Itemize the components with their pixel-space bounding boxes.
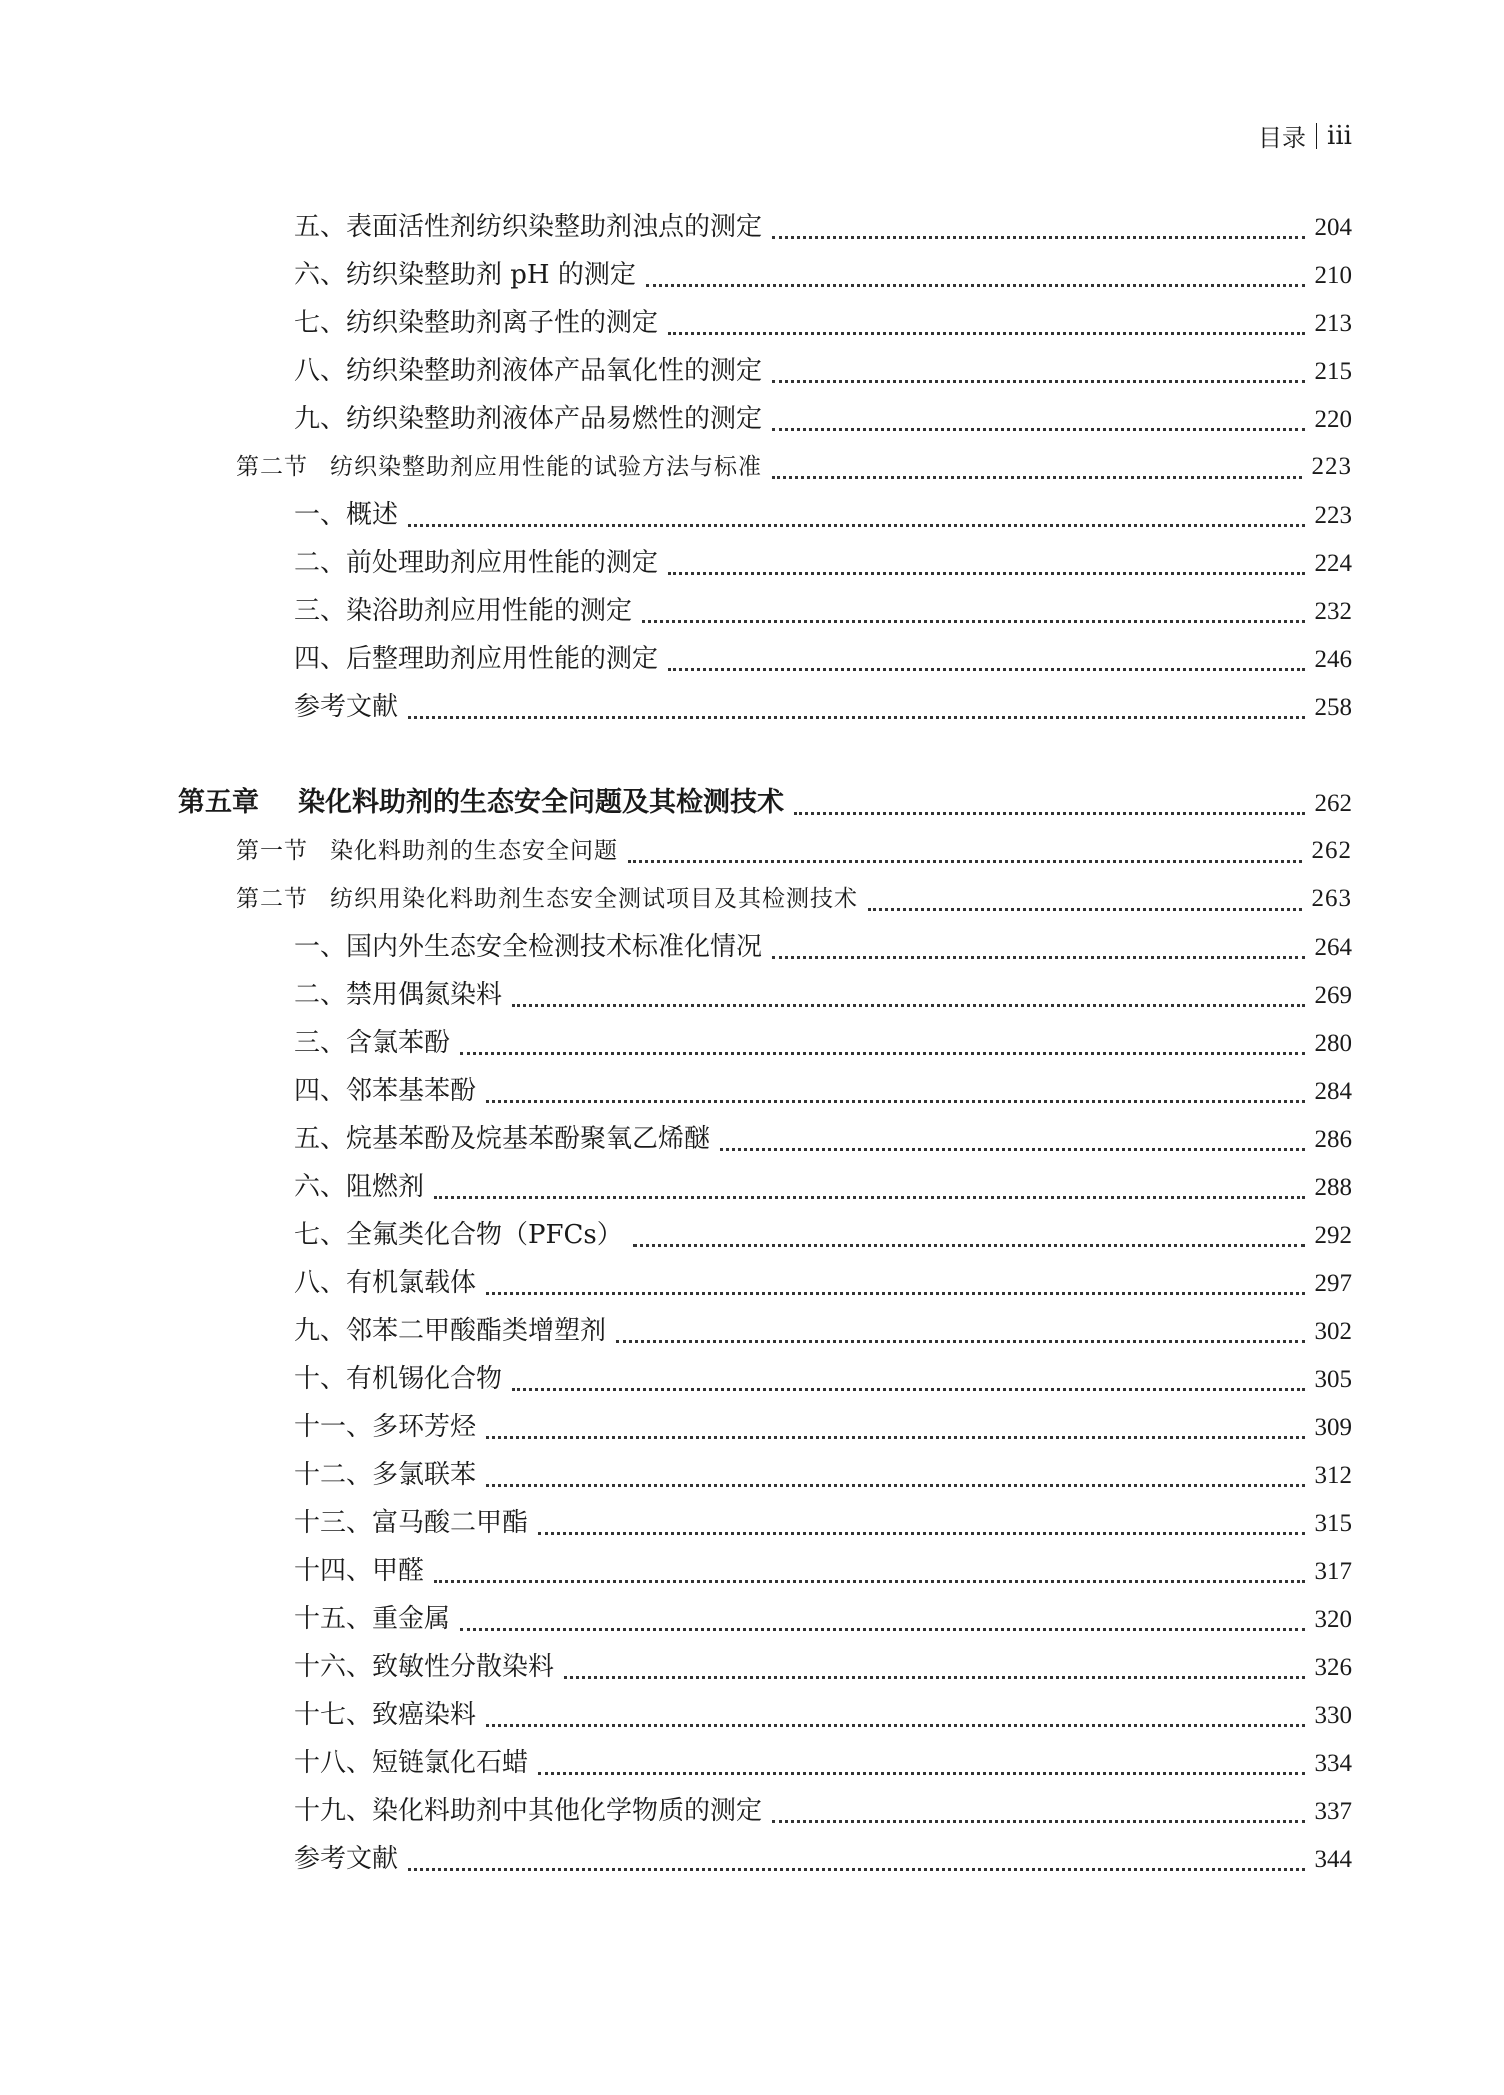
toc-entry-title bbox=[294, 251, 636, 299]
toc-item-row[interactable] bbox=[0, 1115, 1504, 1163]
toc-entry-text: 八、有机氯载体 bbox=[294, 1268, 477, 1298]
dot-leader bbox=[538, 1524, 1304, 1535]
toc-item-row[interactable] bbox=[0, 1211, 1504, 1259]
dot-leader bbox=[486, 1716, 1304, 1727]
dot-leader bbox=[512, 1380, 1304, 1391]
toc-page-number: 320 bbox=[1314, 1606, 1352, 1633]
toc-page-number: 262 bbox=[1314, 790, 1352, 817]
toc-item-row[interactable] bbox=[0, 1595, 1504, 1643]
toc-entry-title bbox=[294, 1259, 476, 1307]
chapter-title-text: 染化料助剂的生态安全问题及其检测技术 bbox=[298, 787, 784, 818]
toc-item-row[interactable] bbox=[0, 1019, 1504, 1067]
toc-entry-title bbox=[236, 875, 858, 923]
toc-entry-text: 一、概述 bbox=[294, 500, 399, 530]
toc-section-row[interactable] bbox=[0, 875, 1504, 923]
toc-item-row[interactable] bbox=[0, 1835, 1504, 1883]
toc-item-row[interactable] bbox=[0, 203, 1504, 251]
dot-leader bbox=[434, 1188, 1304, 1199]
dot-leader bbox=[646, 276, 1305, 287]
toc-page-number: 284 bbox=[1314, 1078, 1352, 1105]
toc-page-number: 223 bbox=[1314, 502, 1352, 529]
toc-item-row[interactable] bbox=[0, 635, 1504, 683]
toc-item-row[interactable] bbox=[0, 347, 1504, 395]
toc-page-number: 204 bbox=[1314, 214, 1352, 241]
toc-section-row[interactable] bbox=[0, 827, 1504, 875]
toc-top-group bbox=[0, 203, 1504, 731]
toc-entry-text: 四、后整理助剂应用性能的测定 bbox=[294, 644, 659, 674]
toc-page-number: 269 bbox=[1314, 982, 1352, 1009]
toc-entry-text: 六、纺织染整助剂 pH 的测定 bbox=[294, 260, 636, 290]
dot-leader bbox=[772, 948, 1304, 959]
dot-leader bbox=[720, 1140, 1304, 1151]
toc-entry-text: 十三、富马酸二甲酯 bbox=[294, 1508, 529, 1538]
table-of-contents bbox=[0, 203, 1504, 1883]
toc-page-number: 223 bbox=[1311, 453, 1352, 480]
dot-leader bbox=[772, 420, 1304, 431]
toc-item-row[interactable] bbox=[0, 587, 1504, 635]
dot-leader bbox=[408, 516, 1304, 527]
dot-leader bbox=[794, 804, 1305, 815]
toc-entry-title bbox=[294, 1835, 398, 1883]
toc-item-row[interactable] bbox=[0, 1307, 1504, 1355]
toc-item-row[interactable] bbox=[0, 1643, 1504, 1691]
dot-leader bbox=[486, 1428, 1304, 1439]
dot-leader bbox=[486, 1284, 1304, 1295]
toc-entry-title bbox=[294, 1067, 476, 1115]
toc-page-number: 262 bbox=[1311, 837, 1352, 864]
toc-entry-text: 纺织用染化料助剂生态安全测试项目及其检测技术 bbox=[330, 886, 858, 912]
toc-entry-text: 八、纺织染整助剂液体产品氧化性的测定 bbox=[294, 356, 763, 386]
toc-entry-text: 二、前处理助剂应用性能的测定 bbox=[294, 548, 659, 578]
dot-leader bbox=[668, 324, 1304, 335]
toc-entry-text: 三、染浴助剂应用性能的测定 bbox=[294, 596, 633, 626]
toc-item-row[interactable] bbox=[0, 1451, 1504, 1499]
dot-leader bbox=[628, 852, 1302, 863]
toc-item-row[interactable] bbox=[0, 251, 1504, 299]
toc-page-number: 292 bbox=[1314, 1222, 1352, 1249]
toc-entry-text: 七、纺织染整助剂离子性的测定 bbox=[294, 308, 659, 338]
toc-item-row[interactable] bbox=[0, 1067, 1504, 1115]
toc-item-row[interactable] bbox=[0, 683, 1504, 731]
toc-entry-text: 十二、多氯联苯 bbox=[294, 1460, 477, 1490]
running-head-divider bbox=[1316, 123, 1317, 149]
toc-entry-title bbox=[294, 587, 632, 635]
dot-leader bbox=[772, 372, 1304, 383]
toc-page-number: 317 bbox=[1314, 1558, 1352, 1585]
toc-page-number: 232 bbox=[1314, 598, 1352, 625]
toc-entry-title bbox=[294, 299, 658, 347]
dot-leader bbox=[772, 468, 1302, 479]
toc-page-number: 312 bbox=[1314, 1462, 1352, 1489]
toc-page-number: 334 bbox=[1314, 1750, 1352, 1777]
toc-entry-title bbox=[236, 827, 618, 875]
toc-entry-title bbox=[294, 1163, 424, 1211]
toc-entry-title bbox=[294, 1403, 476, 1451]
toc-entry-title bbox=[294, 347, 762, 395]
toc-entry-text: 六、阻燃剂 bbox=[294, 1172, 425, 1202]
toc-entry-text: 九、纺织染整助剂液体产品易燃性的测定 bbox=[294, 404, 763, 434]
toc-page-number: 330 bbox=[1314, 1702, 1352, 1729]
toc-entry-title bbox=[294, 1499, 528, 1547]
toc-page-number: 215 bbox=[1314, 358, 1352, 385]
toc-entry-text: 五、烷基苯酚及烷基苯酚聚氧乙烯醚 bbox=[294, 1124, 711, 1154]
dot-leader bbox=[633, 1236, 1305, 1247]
toc-entry-text: 纺织染整助剂应用性能的试验方法与标准 bbox=[330, 454, 762, 480]
toc-page-number: 264 bbox=[1314, 934, 1352, 961]
toc-page-number: 305 bbox=[1314, 1366, 1352, 1393]
toc-page-number: 213 bbox=[1314, 310, 1352, 337]
toc-entry-text: 十八、短链氯化石蜡 bbox=[294, 1748, 529, 1778]
toc-entry-title bbox=[294, 1019, 450, 1067]
dot-leader bbox=[642, 612, 1304, 623]
toc-item-row[interactable] bbox=[0, 1163, 1504, 1211]
dot-leader bbox=[512, 996, 1304, 1007]
toc-entry-title bbox=[294, 1739, 528, 1787]
toc-chapter-title bbox=[178, 779, 784, 827]
toc-page-number: 288 bbox=[1314, 1174, 1352, 1201]
dot-leader bbox=[868, 900, 1302, 911]
toc-entry-text: 十五、重金属 bbox=[294, 1604, 451, 1634]
toc-item-row[interactable] bbox=[0, 539, 1504, 587]
toc-entry-text: 七、全氟类化合物（PFCs） bbox=[294, 1220, 623, 1250]
section-label: 第二节 bbox=[236, 886, 308, 912]
toc-page-number: 246 bbox=[1314, 646, 1352, 673]
dot-leader bbox=[434, 1572, 1304, 1583]
toc-entry-title bbox=[294, 1787, 762, 1835]
toc-entry-title bbox=[294, 683, 398, 731]
toc-entry-text: 九、邻苯二甲酸酯类增塑剂 bbox=[294, 1316, 607, 1346]
toc-entry-title bbox=[294, 395, 762, 443]
chapter-label: 第五章 bbox=[178, 787, 259, 818]
toc-entry-title bbox=[294, 1691, 476, 1739]
toc-item-row[interactable] bbox=[0, 971, 1504, 1019]
dot-leader bbox=[616, 1332, 1304, 1343]
toc-entry-title bbox=[294, 1643, 554, 1691]
toc-page-number: 280 bbox=[1314, 1030, 1352, 1057]
toc-entry-text: 二、禁用偶氮染料 bbox=[294, 980, 503, 1010]
dot-leader bbox=[486, 1476, 1304, 1487]
toc-item-row[interactable] bbox=[0, 1259, 1504, 1307]
toc-chapter-row[interactable] bbox=[0, 779, 1504, 827]
dot-leader bbox=[460, 1620, 1304, 1631]
toc-page-number: 309 bbox=[1314, 1414, 1352, 1441]
toc-page-number: 210 bbox=[1314, 262, 1352, 289]
toc-page-number: 258 bbox=[1314, 694, 1352, 721]
toc-entry-text: 一、国内外生态安全检测技术标准化情况 bbox=[294, 932, 763, 962]
dot-leader bbox=[408, 1860, 1304, 1871]
toc-page-number: 337 bbox=[1314, 1798, 1352, 1825]
dot-leader bbox=[538, 1764, 1304, 1775]
section-label: 第二节 bbox=[236, 454, 308, 480]
running-head-page-number: iii bbox=[1327, 120, 1352, 151]
toc-entry-title bbox=[294, 635, 658, 683]
toc-entry-text: 十七、致癌染料 bbox=[294, 1700, 477, 1730]
dot-leader bbox=[486, 1092, 1304, 1103]
toc-page-number: 326 bbox=[1314, 1654, 1352, 1681]
toc-entry-title bbox=[294, 1451, 476, 1499]
toc-item-row[interactable] bbox=[0, 1355, 1504, 1403]
toc-entry-text: 染化料助剂的生态安全问题 bbox=[330, 838, 618, 864]
dot-leader bbox=[408, 708, 1304, 719]
running-head bbox=[1258, 118, 1352, 153]
toc-entry-title bbox=[294, 1355, 502, 1403]
toc-entry-title bbox=[236, 443, 762, 491]
toc-item-row[interactable] bbox=[0, 1547, 1504, 1595]
toc-entry-text: 三、含氯苯酚 bbox=[294, 1028, 451, 1058]
toc-item-row[interactable] bbox=[0, 1739, 1504, 1787]
dot-leader bbox=[772, 228, 1304, 239]
toc-item-row[interactable] bbox=[0, 923, 1504, 971]
toc-page-number: 224 bbox=[1314, 550, 1352, 577]
toc-entry-title bbox=[294, 923, 762, 971]
toc-entry-text: 五、表面活性剂纺织染整助剂浊点的测定 bbox=[294, 212, 763, 242]
toc-entry-text: 四、邻苯基苯酚 bbox=[294, 1076, 477, 1106]
dot-leader bbox=[668, 564, 1304, 575]
toc-entry-text: 十一、多环芳烃 bbox=[294, 1412, 477, 1442]
chapter-gap bbox=[0, 731, 1504, 779]
toc-item-row[interactable] bbox=[0, 491, 1504, 539]
running-head-title: 目录 bbox=[1258, 124, 1307, 152]
toc-entry-title bbox=[294, 1115, 710, 1163]
toc-bottom-group bbox=[0, 827, 1504, 1883]
toc-entry-title bbox=[294, 539, 658, 587]
dot-leader bbox=[668, 660, 1304, 671]
toc-entry-title bbox=[294, 491, 398, 539]
toc-entry-text: 十九、染化料助剂中其他化学物质的测定 bbox=[294, 1796, 763, 1826]
toc-page-number: 220 bbox=[1314, 406, 1352, 433]
toc-entry-title bbox=[294, 971, 502, 1019]
toc-page-number: 344 bbox=[1314, 1846, 1352, 1873]
toc-entry-text: 参考文献 bbox=[294, 692, 399, 722]
toc-entry-title bbox=[294, 1547, 424, 1595]
toc-page-number: 315 bbox=[1314, 1510, 1352, 1537]
toc-entry-text: 十六、致敏性分散染料 bbox=[294, 1652, 555, 1682]
toc-item-row[interactable] bbox=[0, 299, 1504, 347]
toc-item-row[interactable] bbox=[0, 1691, 1504, 1739]
toc-page-number: 286 bbox=[1314, 1126, 1352, 1153]
toc-item-row[interactable] bbox=[0, 395, 1504, 443]
toc-page-number: 302 bbox=[1314, 1318, 1352, 1345]
toc-page-number: 297 bbox=[1314, 1270, 1352, 1297]
dot-leader bbox=[564, 1668, 1304, 1679]
toc-entry-title bbox=[294, 1211, 623, 1259]
toc-entry-text: 十、有机锡化合物 bbox=[294, 1364, 503, 1394]
toc-entry-title bbox=[294, 203, 762, 251]
toc-item-row[interactable] bbox=[0, 1499, 1504, 1547]
toc-entry-title bbox=[294, 1307, 606, 1355]
toc-entry-text: 参考文献 bbox=[294, 1844, 399, 1874]
toc-entry-text: 十四、甲醛 bbox=[294, 1556, 425, 1586]
toc-entry-title bbox=[294, 1595, 450, 1643]
toc-section-row[interactable] bbox=[0, 443, 1504, 491]
dot-leader bbox=[460, 1044, 1304, 1055]
toc-item-row[interactable] bbox=[0, 1403, 1504, 1451]
section-label: 第一节 bbox=[236, 838, 308, 864]
toc-item-row[interactable] bbox=[0, 1787, 1504, 1835]
dot-leader bbox=[772, 1812, 1304, 1823]
toc-page-number: 263 bbox=[1311, 885, 1352, 912]
